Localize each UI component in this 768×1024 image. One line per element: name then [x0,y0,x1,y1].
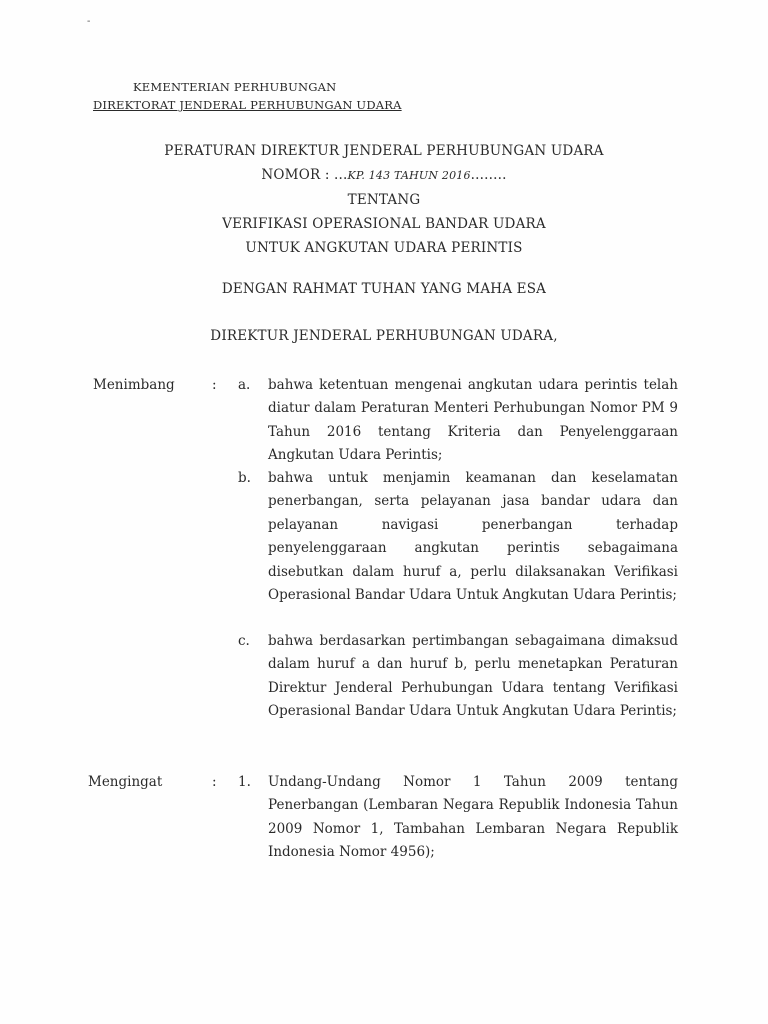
mengingat-item-1 [238,771,678,865]
item-text: bahwa ketentuan mengenai angkutan udara perintis telah diatur dalam Peraturan Menteri Perhubungan Nomor PM 9 Tahun 2016 tentang Kriteria dan Penyelenggaraan Angkutan Udara Perintis; [268,377,678,464]
item-marker: 1. [238,774,251,790]
ministry-name: KEMENTERIAN PERHUBUNGAN [133,80,337,94]
menimbang-item-a [238,374,678,468]
letterhead [93,78,402,114]
nomor-prefix: NOMOR : ... [261,167,348,183]
item-marker: b. [238,470,251,486]
item-text: Undang-Undang Nomor 1 Tahun 2009 tentang Penerbangan (Lembaran Negara Republik Indonesia Tahun 2009 Nomor 1, Tambahan Lembaran Negara Republik Indonesia Nomor 4956); [268,774,678,861]
menimbang-item-b [238,467,678,607]
regulation-number [0,163,768,188]
tentang-label: TENTANG [347,192,421,208]
item-text: bahwa berdasarkan pertimbangan sebagaimana dimaksud dalam huruf a dan huruf b, perlu menetapkan Peraturan Direktur Jenderal Perhubungan Udara tentang Verifikasi Operasional Bandar Udara Untuk Angkutan Udara Perintis; [268,633,678,720]
corner-mark: - [87,16,91,27]
menimbang-label: Menimbang [93,377,175,393]
menimbang-colon: : [212,377,217,393]
regulation-title [0,139,768,260]
item-text: bahwa untuk menjamin keamanan dan keselamatan penerbangan, serta pelayanan jasa bandar udara dan pelayanan navigasi penerbangan terhadap penyelenggaraan angkutan perintis sebagaimana disebutkan dalam huruf a, perlu dilaksanakan Verifikasi Operasional Bandar Udara Untuk Angkutan Udara Perintis; [268,470,678,604]
regulation-heading: PERATURAN DIREKTUR JENDERAL PERHUBUNGAN UDARA [164,143,604,159]
mengingat-colon: : [212,774,217,790]
subject-line-1: VERIFIKASI OPERASIONAL BANDAR UDARA [222,216,546,232]
menimbang-item-c [238,630,678,724]
directorate-name: DIREKTORAT JENDERAL PERHUBUNGAN UDARA [93,98,402,112]
subject-line-2: UNTUK ANGKUTAN UDARA PERINTIS [245,240,523,256]
nomor-value: KP. 143 TAHUN 2016 [347,169,471,182]
item-marker: c. [238,633,250,649]
nomor-suffix: ........ [470,167,507,183]
invocation: DENGAN RAHMAT TUHAN YANG MAHA ESA [221,281,547,297]
item-marker: a. [238,377,251,393]
mengingat-label: Mengingat [88,774,163,790]
authority-line: DIREKTUR JENDERAL PERHUBUNGAN UDARA, [210,328,558,344]
